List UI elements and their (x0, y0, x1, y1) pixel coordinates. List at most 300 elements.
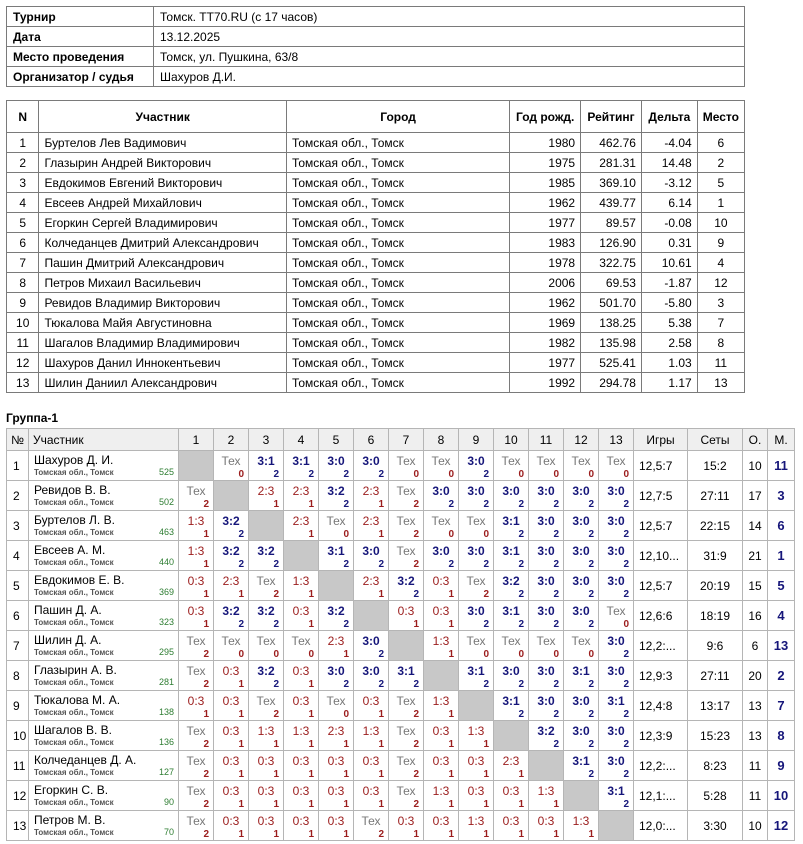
cross-player-rating: 323 (158, 617, 174, 627)
match-points: 2 (518, 499, 524, 510)
match-points: 2 (413, 679, 419, 690)
participant-city: Томская обл., Томск (286, 133, 509, 153)
cross-player-rating: 127 (158, 767, 174, 777)
match-score: Тех (396, 724, 416, 738)
match-score: 3:1 (572, 754, 590, 768)
match-score: 0:3 (222, 694, 240, 708)
info-row (7, 27, 745, 47)
match-points: 2 (413, 739, 419, 750)
cross-diagonal-cell (354, 601, 389, 631)
cross-player-cell (29, 631, 179, 661)
match-result-cell (564, 541, 599, 571)
cross-row (7, 781, 795, 811)
match-result-cell (249, 631, 284, 661)
match-points: 1 (378, 709, 384, 720)
participant-row (7, 273, 745, 293)
match-points: 2 (343, 619, 349, 630)
participant-birth-year: 1980 (510, 133, 581, 153)
match-score: 3:0 (467, 544, 485, 558)
match-points: 1 (378, 499, 384, 510)
match-result-cell (354, 691, 389, 721)
match-result-cell (529, 511, 564, 541)
cross-points: 10 (743, 811, 768, 841)
match-score: 1:3 (572, 814, 590, 828)
cross-header-col: 5 (319, 429, 354, 451)
match-score: Тех (326, 514, 346, 528)
match-result-cell (389, 751, 424, 781)
match-result-cell (459, 481, 494, 511)
match-result-cell (564, 751, 599, 781)
match-points: 1 (448, 709, 454, 720)
participant-birth-year: 1983 (510, 233, 581, 253)
match-points: 2 (518, 529, 524, 540)
cross-player-rating: 70 (163, 827, 174, 837)
match-points: 1 (483, 769, 489, 780)
participant-place: 1 (697, 193, 744, 213)
match-result-cell (389, 601, 424, 631)
match-score: Тех (256, 634, 276, 648)
match-points: 1 (518, 829, 524, 840)
match-result-cell (214, 541, 249, 571)
header-delta: Дельта (641, 101, 697, 133)
match-points: 2 (623, 499, 629, 510)
match-result-cell (214, 511, 249, 541)
participant-city: Томская обл., Томск (286, 173, 509, 193)
match-result-cell (249, 721, 284, 751)
match-result-cell (459, 571, 494, 601)
match-score: 3:0 (537, 514, 555, 528)
match-score: 3:0 (362, 544, 380, 558)
participant-city: Томская обл., Томск (286, 213, 509, 233)
match-points: 2 (343, 679, 349, 690)
match-score: 0:3 (432, 754, 450, 768)
participant-number: 12 (7, 353, 39, 373)
match-points: 2 (273, 589, 279, 600)
match-result-cell (494, 751, 529, 781)
participant-place: 11 (697, 353, 744, 373)
match-points: 1 (308, 529, 314, 540)
participant-delta: -4.04 (641, 133, 697, 153)
match-result-cell (494, 511, 529, 541)
match-points: 0 (483, 529, 489, 540)
match-score: Тех (186, 634, 206, 648)
cross-player-name: Евсеев А. М. (34, 543, 106, 557)
participant-name: Ревидов Владимир Викторович (39, 293, 287, 313)
cross-sets: 9:6 (688, 631, 743, 661)
cross-place: 10 (768, 781, 795, 811)
match-score: 0:3 (292, 694, 310, 708)
match-points: 1 (238, 679, 244, 690)
match-score: 3:0 (607, 514, 625, 528)
match-points: 0 (238, 649, 244, 660)
match-result-cell (459, 811, 494, 841)
match-result-cell (389, 541, 424, 571)
match-result-cell (424, 781, 459, 811)
match-result-cell (249, 751, 284, 781)
participant-delta: 0.31 (641, 233, 697, 253)
match-points: 2 (343, 469, 349, 480)
match-points: 1 (518, 799, 524, 810)
cross-games: 12,5:7 (634, 511, 688, 541)
cross-diagonal-cell (249, 511, 284, 541)
match-score: 3:2 (257, 544, 275, 558)
match-points: 1 (203, 709, 209, 720)
participant-name: Тюкалова Майя Августиновна (39, 313, 287, 333)
match-score: 0:3 (257, 754, 275, 768)
cross-sets: 3:30 (688, 811, 743, 841)
match-result-cell (354, 571, 389, 601)
match-result-cell (389, 481, 424, 511)
match-result-cell (564, 721, 599, 751)
match-points: 0 (273, 649, 279, 660)
match-points: 2 (483, 589, 489, 600)
match-score: 0:3 (222, 664, 240, 678)
match-points: 2 (623, 769, 629, 780)
cross-games: 12,6:6 (634, 601, 688, 631)
match-score: 3:1 (327, 544, 345, 558)
match-result-cell (424, 571, 459, 601)
cross-header-place: М. (768, 429, 795, 451)
participant-number: 2 (7, 153, 39, 173)
match-points: 2 (238, 529, 244, 540)
match-points: 1 (273, 499, 279, 510)
cross-player-rating: 369 (158, 587, 174, 597)
match-score: Тех (186, 814, 206, 828)
match-result-cell (284, 631, 319, 661)
tournament-info-table (6, 6, 745, 87)
cross-place: 9 (768, 751, 795, 781)
match-points: 2 (588, 739, 594, 750)
match-result-cell (459, 451, 494, 481)
info-row (7, 67, 745, 87)
participant-rating: 462.76 (581, 133, 642, 153)
match-points: 2 (308, 469, 314, 480)
match-points: 1 (308, 499, 314, 510)
match-score: 3:0 (502, 664, 520, 678)
match-points: 2 (413, 499, 419, 510)
match-points: 2 (588, 769, 594, 780)
info-label: Организатор / судья (7, 67, 154, 87)
participant-city: Томская обл., Томск (286, 333, 509, 353)
cross-sets: 31:9 (688, 541, 743, 571)
cross-row (7, 751, 795, 781)
match-score: 3:0 (607, 664, 625, 678)
participant-number: 6 (7, 233, 39, 253)
match-score: 0:3 (327, 814, 345, 828)
match-points: 2 (413, 529, 419, 540)
cross-place: 12 (768, 811, 795, 841)
participant-delta: -5.80 (641, 293, 697, 313)
participant-birth-year: 1975 (510, 153, 581, 173)
participant-row (7, 313, 745, 333)
cross-sets: 8:23 (688, 751, 743, 781)
cross-sets: 5:28 (688, 781, 743, 811)
match-points: 2 (553, 499, 559, 510)
participant-number: 7 (7, 253, 39, 273)
match-score: 3:2 (397, 574, 415, 588)
match-score: 3:2 (327, 604, 345, 618)
participant-delta: 2.58 (641, 333, 697, 353)
match-score: 3:0 (607, 544, 625, 558)
match-score: 3:0 (572, 544, 590, 558)
participant-birth-year: 1992 (510, 373, 581, 393)
participant-row (7, 333, 745, 353)
match-result-cell (249, 811, 284, 841)
match-points: 0 (588, 649, 594, 660)
match-score: 3:2 (222, 544, 240, 558)
match-score: 1:3 (187, 514, 205, 528)
match-score: 3:0 (537, 664, 555, 678)
cross-place: 2 (768, 661, 795, 691)
cross-header-col: 8 (424, 429, 459, 451)
match-result-cell (214, 751, 249, 781)
match-points: 1 (203, 589, 209, 600)
match-result-cell (319, 751, 354, 781)
match-result-cell (424, 481, 459, 511)
match-result-cell (564, 661, 599, 691)
match-score: Тех (396, 484, 416, 498)
cross-row-number: 1 (7, 451, 29, 481)
participant-number: 9 (7, 293, 39, 313)
cross-points: 17 (743, 481, 768, 511)
match-score: 0:3 (362, 784, 380, 798)
match-score: 0:3 (187, 604, 205, 618)
group-title: Группа-1 (6, 411, 59, 425)
match-points: 2 (378, 649, 384, 660)
match-points: 1 (308, 799, 314, 810)
cross-place: 7 (768, 691, 795, 721)
match-result-cell (214, 721, 249, 751)
match-score: 1:3 (537, 784, 555, 798)
match-points: 2 (623, 589, 629, 600)
match-points: 1 (308, 679, 314, 690)
cross-player-city: Томская обл., Томск (34, 828, 114, 837)
match-result-cell (284, 691, 319, 721)
match-score: 3:2 (222, 604, 240, 618)
cross-points: 6 (743, 631, 768, 661)
cross-header-sets: Сеты (688, 429, 743, 451)
group-cross-table (6, 428, 795, 841)
cross-header-col: 7 (389, 429, 424, 451)
match-score: Тех (466, 514, 486, 528)
match-result-cell (354, 721, 389, 751)
participant-delta: 1.17 (641, 373, 697, 393)
cross-player-rating: 440 (158, 557, 174, 567)
participant-place: 7 (697, 313, 744, 333)
cross-diagonal-cell (424, 661, 459, 691)
cross-sets: 27:11 (688, 661, 743, 691)
match-score: 1:3 (187, 544, 205, 558)
match-points: 1 (343, 769, 349, 780)
match-result-cell (459, 721, 494, 751)
cross-player-rating: 281 (158, 677, 174, 687)
match-score: 0:3 (537, 814, 555, 828)
match-points: 0 (343, 529, 349, 540)
match-score: 3:1 (292, 454, 310, 468)
match-score: Тех (256, 694, 276, 708)
match-score: 3:2 (327, 484, 345, 498)
match-score: 2:3 (222, 574, 240, 588)
cross-row-number: 9 (7, 691, 29, 721)
match-result-cell (214, 811, 249, 841)
match-score: Тех (221, 634, 241, 648)
match-result-cell (529, 571, 564, 601)
cross-row (7, 571, 795, 601)
match-result-cell (459, 601, 494, 631)
cross-player-city: Томская обл., Томск (34, 678, 114, 687)
match-points: 2 (588, 589, 594, 600)
match-points: 2 (623, 559, 629, 570)
cross-points: 16 (743, 601, 768, 631)
match-points: 2 (413, 589, 419, 600)
match-result-cell (529, 601, 564, 631)
match-points: 2 (483, 619, 489, 630)
cross-player-cell (29, 511, 179, 541)
participant-rating: 135.98 (581, 333, 642, 353)
match-points: 1 (378, 589, 384, 600)
match-points: 0 (518, 469, 524, 480)
match-points: 1 (448, 769, 454, 780)
participant-name: Шилин Даниил Александрович (39, 373, 287, 393)
match-score: 0:3 (432, 814, 450, 828)
match-result-cell (284, 481, 319, 511)
match-points: 1 (343, 829, 349, 840)
participant-number: 1 (7, 133, 39, 153)
match-score: Тех (186, 754, 206, 768)
match-points: 1 (203, 529, 209, 540)
match-points: 2 (588, 559, 594, 570)
match-result-cell (354, 631, 389, 661)
match-result-cell (599, 781, 634, 811)
match-points: 1 (378, 769, 384, 780)
match-score: 3:0 (607, 574, 625, 588)
match-score: Тех (256, 574, 276, 588)
cross-diagonal-cell (389, 631, 424, 661)
match-points: 1 (413, 619, 419, 630)
match-result-cell (424, 811, 459, 841)
match-points: 0 (553, 469, 559, 480)
match-points: 1 (308, 589, 314, 600)
participant-place: 9 (697, 233, 744, 253)
participant-row (7, 253, 745, 273)
participant-number: 13 (7, 373, 39, 393)
participant-rating: 501.70 (581, 293, 642, 313)
cross-player-city: Томская обл., Томск (34, 558, 114, 567)
cross-sets: 27:11 (688, 481, 743, 511)
match-score: 3:1 (502, 544, 520, 558)
cross-player-city: Томская обл., Томск (34, 588, 114, 597)
match-score: 3:0 (572, 514, 590, 528)
match-score: 0:3 (292, 754, 310, 768)
match-points: 2 (483, 679, 489, 690)
cross-player-city: Томская обл., Томск (34, 648, 114, 657)
match-points: 2 (273, 709, 279, 720)
participant-place: 8 (697, 333, 744, 353)
participant-city: Томская обл., Томск (286, 153, 509, 173)
match-score: 3:1 (257, 454, 275, 468)
match-result-cell (599, 691, 634, 721)
cross-row (7, 541, 795, 571)
match-score: 3:0 (572, 694, 590, 708)
info-value: Шахуров Д.И. (154, 67, 745, 87)
cross-sets: 15:2 (688, 451, 743, 481)
match-points: 0 (343, 709, 349, 720)
match-result-cell (494, 631, 529, 661)
match-points: 1 (238, 829, 244, 840)
match-result-cell (494, 451, 529, 481)
participant-delta: 1.03 (641, 353, 697, 373)
cross-row-number: 13 (7, 811, 29, 841)
match-points: 1 (238, 739, 244, 750)
participant-city: Томская обл., Томск (286, 273, 509, 293)
match-result-cell (599, 601, 634, 631)
cross-player-cell (29, 751, 179, 781)
info-label: Турнир (7, 7, 154, 27)
match-result-cell (284, 811, 319, 841)
participants-table (6, 100, 745, 393)
match-points: 2 (378, 469, 384, 480)
match-result-cell (214, 451, 249, 481)
match-result-cell (564, 511, 599, 541)
match-score: 1:3 (432, 634, 450, 648)
cross-row (7, 631, 795, 661)
match-result-cell (319, 481, 354, 511)
header-name: Участник (39, 101, 287, 133)
match-score: Тех (606, 454, 626, 468)
match-points: 2 (273, 469, 279, 480)
match-points: 2 (553, 589, 559, 600)
match-score: 2:3 (292, 484, 310, 498)
match-points: 1 (483, 739, 489, 750)
cross-player-city: Томская обл., Томск (34, 498, 114, 507)
cross-player-name: Буртелов Л. В. (34, 513, 115, 527)
match-result-cell (284, 751, 319, 781)
participant-rating: 69.53 (581, 273, 642, 293)
cross-player-cell (29, 451, 179, 481)
cross-player-cell (29, 541, 179, 571)
match-score: 3:0 (537, 694, 555, 708)
match-score: 0:3 (292, 814, 310, 828)
match-points: 1 (448, 619, 454, 630)
match-score: Тех (501, 454, 521, 468)
match-score: 1:3 (467, 814, 485, 828)
match-result-cell (564, 631, 599, 661)
match-score: Тех (396, 754, 416, 768)
match-points: 1 (238, 799, 244, 810)
match-points: 2 (203, 739, 209, 750)
match-score: 0:3 (502, 814, 520, 828)
match-result-cell (599, 721, 634, 751)
match-points: 0 (308, 649, 314, 660)
participant-name: Шахуров Данил Иннокентьевич (39, 353, 287, 373)
participant-city: Томская обл., Томск (286, 373, 509, 393)
cross-place: 1 (768, 541, 795, 571)
match-result-cell (179, 511, 214, 541)
match-points: 1 (553, 799, 559, 810)
participant-birth-year: 1977 (510, 213, 581, 233)
cross-player-cell (29, 661, 179, 691)
match-score: Тех (291, 634, 311, 648)
match-score: 2:3 (362, 574, 380, 588)
participant-rating: 89.57 (581, 213, 642, 233)
cross-player-name: Петров М. В. (34, 813, 106, 827)
match-result-cell (179, 481, 214, 511)
match-score: 3:0 (607, 634, 625, 648)
match-points: 0 (238, 469, 244, 480)
match-points: 1 (413, 829, 419, 840)
match-points: 2 (413, 799, 419, 810)
cross-diagonal-cell (494, 721, 529, 751)
